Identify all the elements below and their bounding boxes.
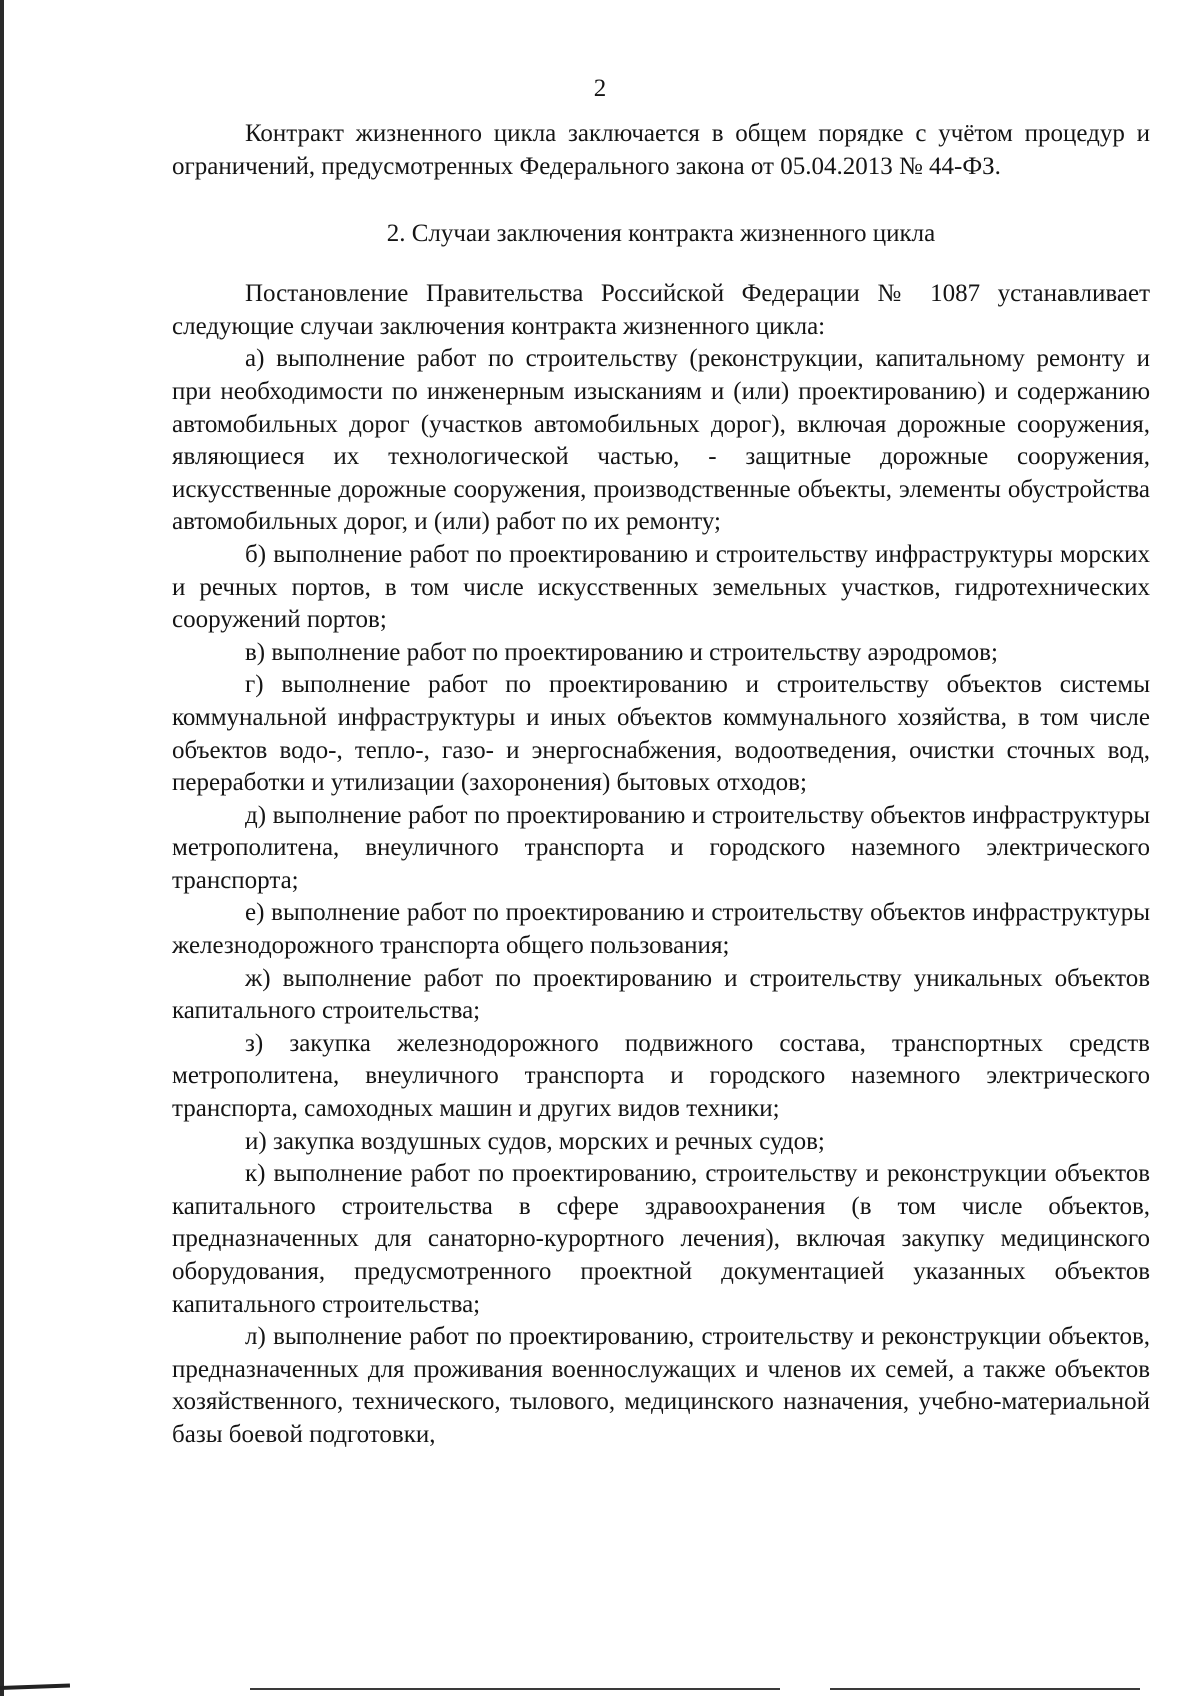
list-item-a: а) выполнение работ по строительству (реконструкции, капитальному ремонту и при необходимости по инженерным изысканиям и (или) проектированию) и содержанию автомобильных дорог (участков автомобильных дорог), включая дорожные сооружения, являющиеся их технологической частью, - защитные дорожные сооружения, искусственные дорожные сооружения, производственные объекты, элементы обустройства автомобильных дорог, и (или) работ по их ремонту; [172, 345, 1150, 536]
document-body [172, 118, 1150, 1452]
list-item-z: з) закупка железнодорожного подвижного состава, транспортных средств метрополитена, внеуличного транспорта и городского наземного электрического транспорта, самоходных машин и других видов техники; [172, 1029, 1150, 1123]
scan-border-left [0, 0, 4, 1696]
list-item-l: л) выполнение работ по проектированию, строительству и реконструкции объектов, предназначенных для проживания военнослужащих и членов их семей, а также объектов хозяйственного, технического, тылового, медицинского назначения, учебно-материальной базы боевой подготовки, [172, 1323, 1150, 1448]
scan-line-bottom-1 [250, 1688, 780, 1690]
list-item-b: б) выполнение работ по проектированию и строительству инфраструктуры морских и речных портов, в том числе искусственных земельных участков, гидротехнических сооружений портов; [172, 540, 1150, 634]
section-heading: 2. Случаи заключения контракта жизненного цикла [386, 220, 936, 248]
intro-paragraph: Контракт жизненного цикла заключается в общем порядке с учётом процедур и ограничений, предусмотренных Федерального закона от 05.04.2013 № 44-ФЗ. [172, 120, 1150, 180]
list-item-i: и) закупка воздушных судов, морских и речных судов; [245, 1127, 825, 1155]
list-item-k: к) выполнение работ по проектированию, строительству и реконструкции объектов капитального строительства в сфере здравоохранения (в том числе объектов, предназначенных для санаторно-курортного лечения), включая закупку медицинского оборудования, предусмотренного проектной документацией указанных объектов капитального строительства; [172, 1160, 1150, 1318]
list-item-zh: ж) выполнение работ по проектированию и строительству уникальных объектов капитального строительства; [172, 964, 1150, 1025]
scan-mark-bottom-left [0, 1684, 70, 1690]
list-item-v: в) выполнение работ по проектированию и строительству аэродромов; [245, 638, 998, 666]
section-lead-paragraph: Постановление Правительства Российской Федерации № 1087 устанавливает следующие случаи заключения контракта жизненного цикла: [172, 280, 1150, 340]
page-number: 2 [593, 75, 607, 102]
list-item-d: д) выполнение работ по проектированию и строительству объектов инфраструктуры метрополитена, внеуличного транспорта и городского наземного электрического транспорта; [172, 801, 1150, 894]
list-item-e: е) выполнение работ по проектированию и строительству объектов инфраструктуры железнодорожного транспорта общего пользования; [172, 899, 1150, 960]
list-item-g: г) выполнение работ по проектированию и строительству объектов системы коммунальной инфраструктуры и иных объектов коммунального хозяйства, в том числе объектов водо-, тепло-, газо- и энергоснабжения, водоотведения, очистки сточных вод, переработки и утилизации (захоронения) бытовых отходов; [172, 671, 1150, 797]
scan-line-bottom-2 [830, 1688, 1140, 1690]
